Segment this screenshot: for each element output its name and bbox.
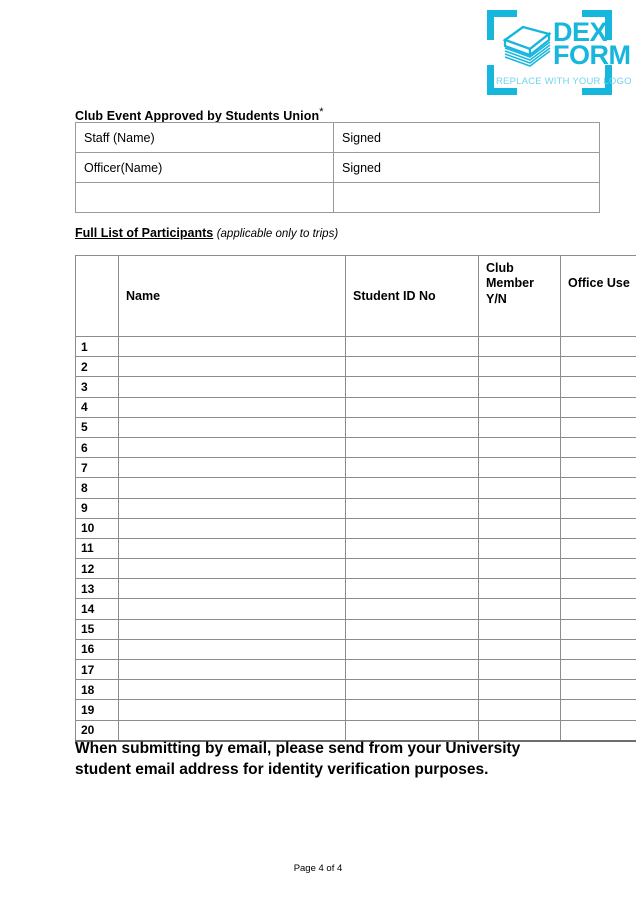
logo-wordmark	[553, 17, 631, 71]
table-row	[76, 337, 636, 357]
participant-club-member-cell[interactable]	[479, 599, 561, 619]
participant-number-cell: 8	[76, 478, 119, 498]
participant-student-id-cell[interactable]	[346, 680, 479, 700]
participant-name-cell[interactable]	[119, 720, 346, 741]
participant-name-cell[interactable]	[119, 680, 346, 700]
participant-club-member-cell[interactable]	[479, 680, 561, 700]
participant-office-use-cell[interactable]	[561, 397, 636, 417]
participant-office-use-cell[interactable]	[561, 377, 636, 397]
participant-student-id-cell[interactable]	[346, 518, 479, 538]
participant-number-cell: 1	[76, 337, 119, 357]
participant-name-cell[interactable]	[119, 458, 346, 478]
participant-club-member-cell[interactable]	[479, 700, 561, 720]
participant-club-member-cell[interactable]	[479, 619, 561, 639]
participant-number-cell: 12	[76, 559, 119, 579]
table-row	[76, 377, 636, 397]
participant-name-cell[interactable]	[119, 639, 346, 659]
table-row	[76, 357, 636, 377]
participant-name-cell[interactable]	[119, 437, 346, 457]
table-row	[76, 478, 636, 498]
participant-club-member-cell[interactable]	[479, 417, 561, 437]
header-name: Name	[119, 256, 346, 337]
participant-student-id-cell[interactable]	[346, 720, 479, 741]
participant-office-use-cell[interactable]	[561, 680, 636, 700]
participant-club-member-cell[interactable]	[479, 478, 561, 498]
table-row	[76, 417, 636, 437]
table-row	[76, 498, 636, 518]
participant-club-member-cell[interactable]	[479, 538, 561, 558]
table-row	[76, 599, 636, 619]
participant-office-use-cell[interactable]	[561, 498, 636, 518]
participant-number-cell: 13	[76, 579, 119, 599]
participant-number-cell: 14	[76, 599, 119, 619]
participant-name-cell[interactable]	[119, 478, 346, 498]
participant-name-cell[interactable]	[119, 599, 346, 619]
participant-name-cell[interactable]	[119, 357, 346, 377]
participant-office-use-cell[interactable]	[561, 660, 636, 680]
header-number	[76, 256, 119, 337]
participant-student-id-cell[interactable]	[346, 397, 479, 417]
logo-name-line2: FORM	[553, 40, 631, 71]
participants-table	[75, 255, 636, 742]
participant-club-member-cell[interactable]	[479, 437, 561, 457]
participant-number-cell: 15	[76, 619, 119, 639]
participant-student-id-cell[interactable]	[346, 417, 479, 437]
table-row	[76, 680, 636, 700]
table-row	[76, 720, 636, 741]
table-row	[76, 619, 636, 639]
participant-club-member-cell[interactable]	[479, 559, 561, 579]
approval-heading-marker: *	[319, 106, 324, 118]
participant-name-cell[interactable]	[119, 377, 346, 397]
participant-club-member-cell[interactable]	[479, 660, 561, 680]
participant-name-cell[interactable]	[119, 700, 346, 720]
participant-number-cell: 10	[76, 518, 119, 538]
participant-student-id-cell[interactable]	[346, 458, 479, 478]
participant-name-cell[interactable]	[119, 538, 346, 558]
table-row	[76, 437, 636, 457]
approval-signed-cell[interactable]: Signed	[334, 153, 600, 183]
email-submission-notice: When submitting by email, please send from your University student email address for identity verification purposes.	[75, 740, 521, 778]
approval-section-heading	[75, 106, 324, 123]
approval-label-cell[interactable]: Staff (Name)	[76, 123, 334, 153]
approval-signed-cell[interactable]	[334, 183, 600, 213]
participant-office-use-cell[interactable]	[561, 417, 636, 437]
participants-table-header-row	[76, 256, 636, 337]
participant-student-id-cell[interactable]	[346, 498, 479, 518]
table-row	[76, 458, 636, 478]
participant-student-id-cell[interactable]	[346, 337, 479, 357]
participants-section-heading	[75, 226, 338, 240]
participant-number-cell: 7	[76, 458, 119, 478]
participant-name-cell[interactable]	[119, 579, 346, 599]
participant-office-use-cell[interactable]	[561, 720, 636, 741]
participants-table-body	[76, 337, 636, 741]
participant-office-use-cell[interactable]	[561, 478, 636, 498]
table-row	[76, 397, 636, 417]
participant-office-use-cell[interactable]	[561, 559, 636, 579]
table-row	[76, 123, 600, 153]
participant-name-cell[interactable]	[119, 559, 346, 579]
participant-student-id-cell[interactable]	[346, 377, 479, 397]
participant-office-use-cell[interactable]	[561, 518, 636, 538]
participant-number-cell: 5	[76, 417, 119, 437]
participant-name-cell[interactable]	[119, 498, 346, 518]
participant-name-cell[interactable]	[119, 337, 346, 357]
participant-student-id-cell[interactable]	[346, 700, 479, 720]
participant-office-use-cell[interactable]	[561, 700, 636, 720]
participant-student-id-cell[interactable]	[346, 599, 479, 619]
participant-club-member-cell[interactable]	[479, 357, 561, 377]
participant-office-use-cell[interactable]	[561, 437, 636, 457]
participant-office-use-cell[interactable]	[561, 337, 636, 357]
participant-number-cell: 16	[76, 639, 119, 659]
participant-student-id-cell[interactable]	[346, 579, 479, 599]
participant-student-id-cell[interactable]	[346, 619, 479, 639]
participant-number-cell: 11	[76, 538, 119, 558]
approval-label-cell[interactable]	[76, 183, 334, 213]
table-row	[76, 559, 636, 579]
table-row	[76, 700, 636, 720]
participant-number-cell: 4	[76, 397, 119, 417]
approval-signature-table	[75, 122, 600, 213]
dexform-logo	[487, 10, 632, 95]
header-student-id: Student ID No	[346, 256, 479, 337]
table-row	[76, 153, 600, 183]
approval-signed-cell[interactable]: Signed	[334, 123, 600, 153]
table-row	[76, 639, 636, 659]
participant-club-member-cell[interactable]	[479, 518, 561, 538]
participant-club-member-cell[interactable]	[479, 579, 561, 599]
participant-student-id-cell[interactable]	[346, 478, 479, 498]
participant-number-cell: 18	[76, 680, 119, 700]
participant-office-use-cell[interactable]	[561, 538, 636, 558]
participant-name-cell[interactable]	[119, 397, 346, 417]
participants-heading-text: Full List of Participants	[75, 226, 214, 240]
participant-student-id-cell[interactable]	[346, 639, 479, 659]
participant-club-member-cell[interactable]	[479, 397, 561, 417]
participant-name-cell[interactable]	[119, 619, 346, 639]
approval-heading-text: Club Event Approved by Students Union	[75, 109, 320, 124]
participant-number-cell: 20	[76, 720, 119, 741]
participant-office-use-cell[interactable]	[561, 458, 636, 478]
participant-office-use-cell[interactable]	[561, 619, 636, 639]
header-office-use: Office Use	[561, 256, 636, 337]
table-row	[76, 538, 636, 558]
page-footer: Page 4 of 4	[293, 863, 343, 874]
participant-club-member-cell[interactable]	[479, 498, 561, 518]
participant-name-cell[interactable]	[119, 417, 346, 437]
table-row	[76, 660, 636, 680]
participant-club-member-cell[interactable]	[479, 377, 561, 397]
participant-student-id-cell[interactable]	[346, 660, 479, 680]
participant-student-id-cell[interactable]	[346, 559, 479, 579]
participant-club-member-cell[interactable]	[479, 720, 561, 741]
participant-office-use-cell[interactable]	[561, 639, 636, 659]
participant-office-use-cell[interactable]	[561, 599, 636, 619]
logo-tagline: REPLACE WITH YOUR LOGO	[496, 76, 632, 87]
stacked-books-icon	[501, 24, 553, 70]
participant-club-member-cell[interactable]	[479, 337, 561, 357]
approval-label-cell[interactable]: Officer(Name)	[76, 153, 334, 183]
participant-number-cell: 17	[76, 660, 119, 680]
participant-club-member-cell[interactable]	[479, 458, 561, 478]
participant-number-cell: 2	[76, 357, 119, 377]
participant-number-cell: 9	[76, 498, 119, 518]
table-row	[76, 518, 636, 538]
participant-number-cell: 3	[76, 377, 119, 397]
participant-number-cell: 19	[76, 700, 119, 720]
logo-name-line1: DEX	[553, 17, 608, 47]
header-club-member: Club Member Y/N	[479, 256, 561, 337]
participant-name-cell[interactable]	[119, 518, 346, 538]
participants-heading-note: (applicable only to trips)	[216, 228, 339, 240]
participant-office-use-cell[interactable]	[561, 357, 636, 377]
participant-number-cell: 6	[76, 437, 119, 457]
participant-name-cell[interactable]	[119, 660, 346, 680]
participant-student-id-cell[interactable]	[346, 357, 479, 377]
table-row	[76, 183, 600, 213]
table-row	[76, 579, 636, 599]
participant-club-member-cell[interactable]	[479, 639, 561, 659]
participant-office-use-cell[interactable]	[561, 579, 636, 599]
participant-student-id-cell[interactable]	[346, 538, 479, 558]
participant-student-id-cell[interactable]	[346, 437, 479, 457]
